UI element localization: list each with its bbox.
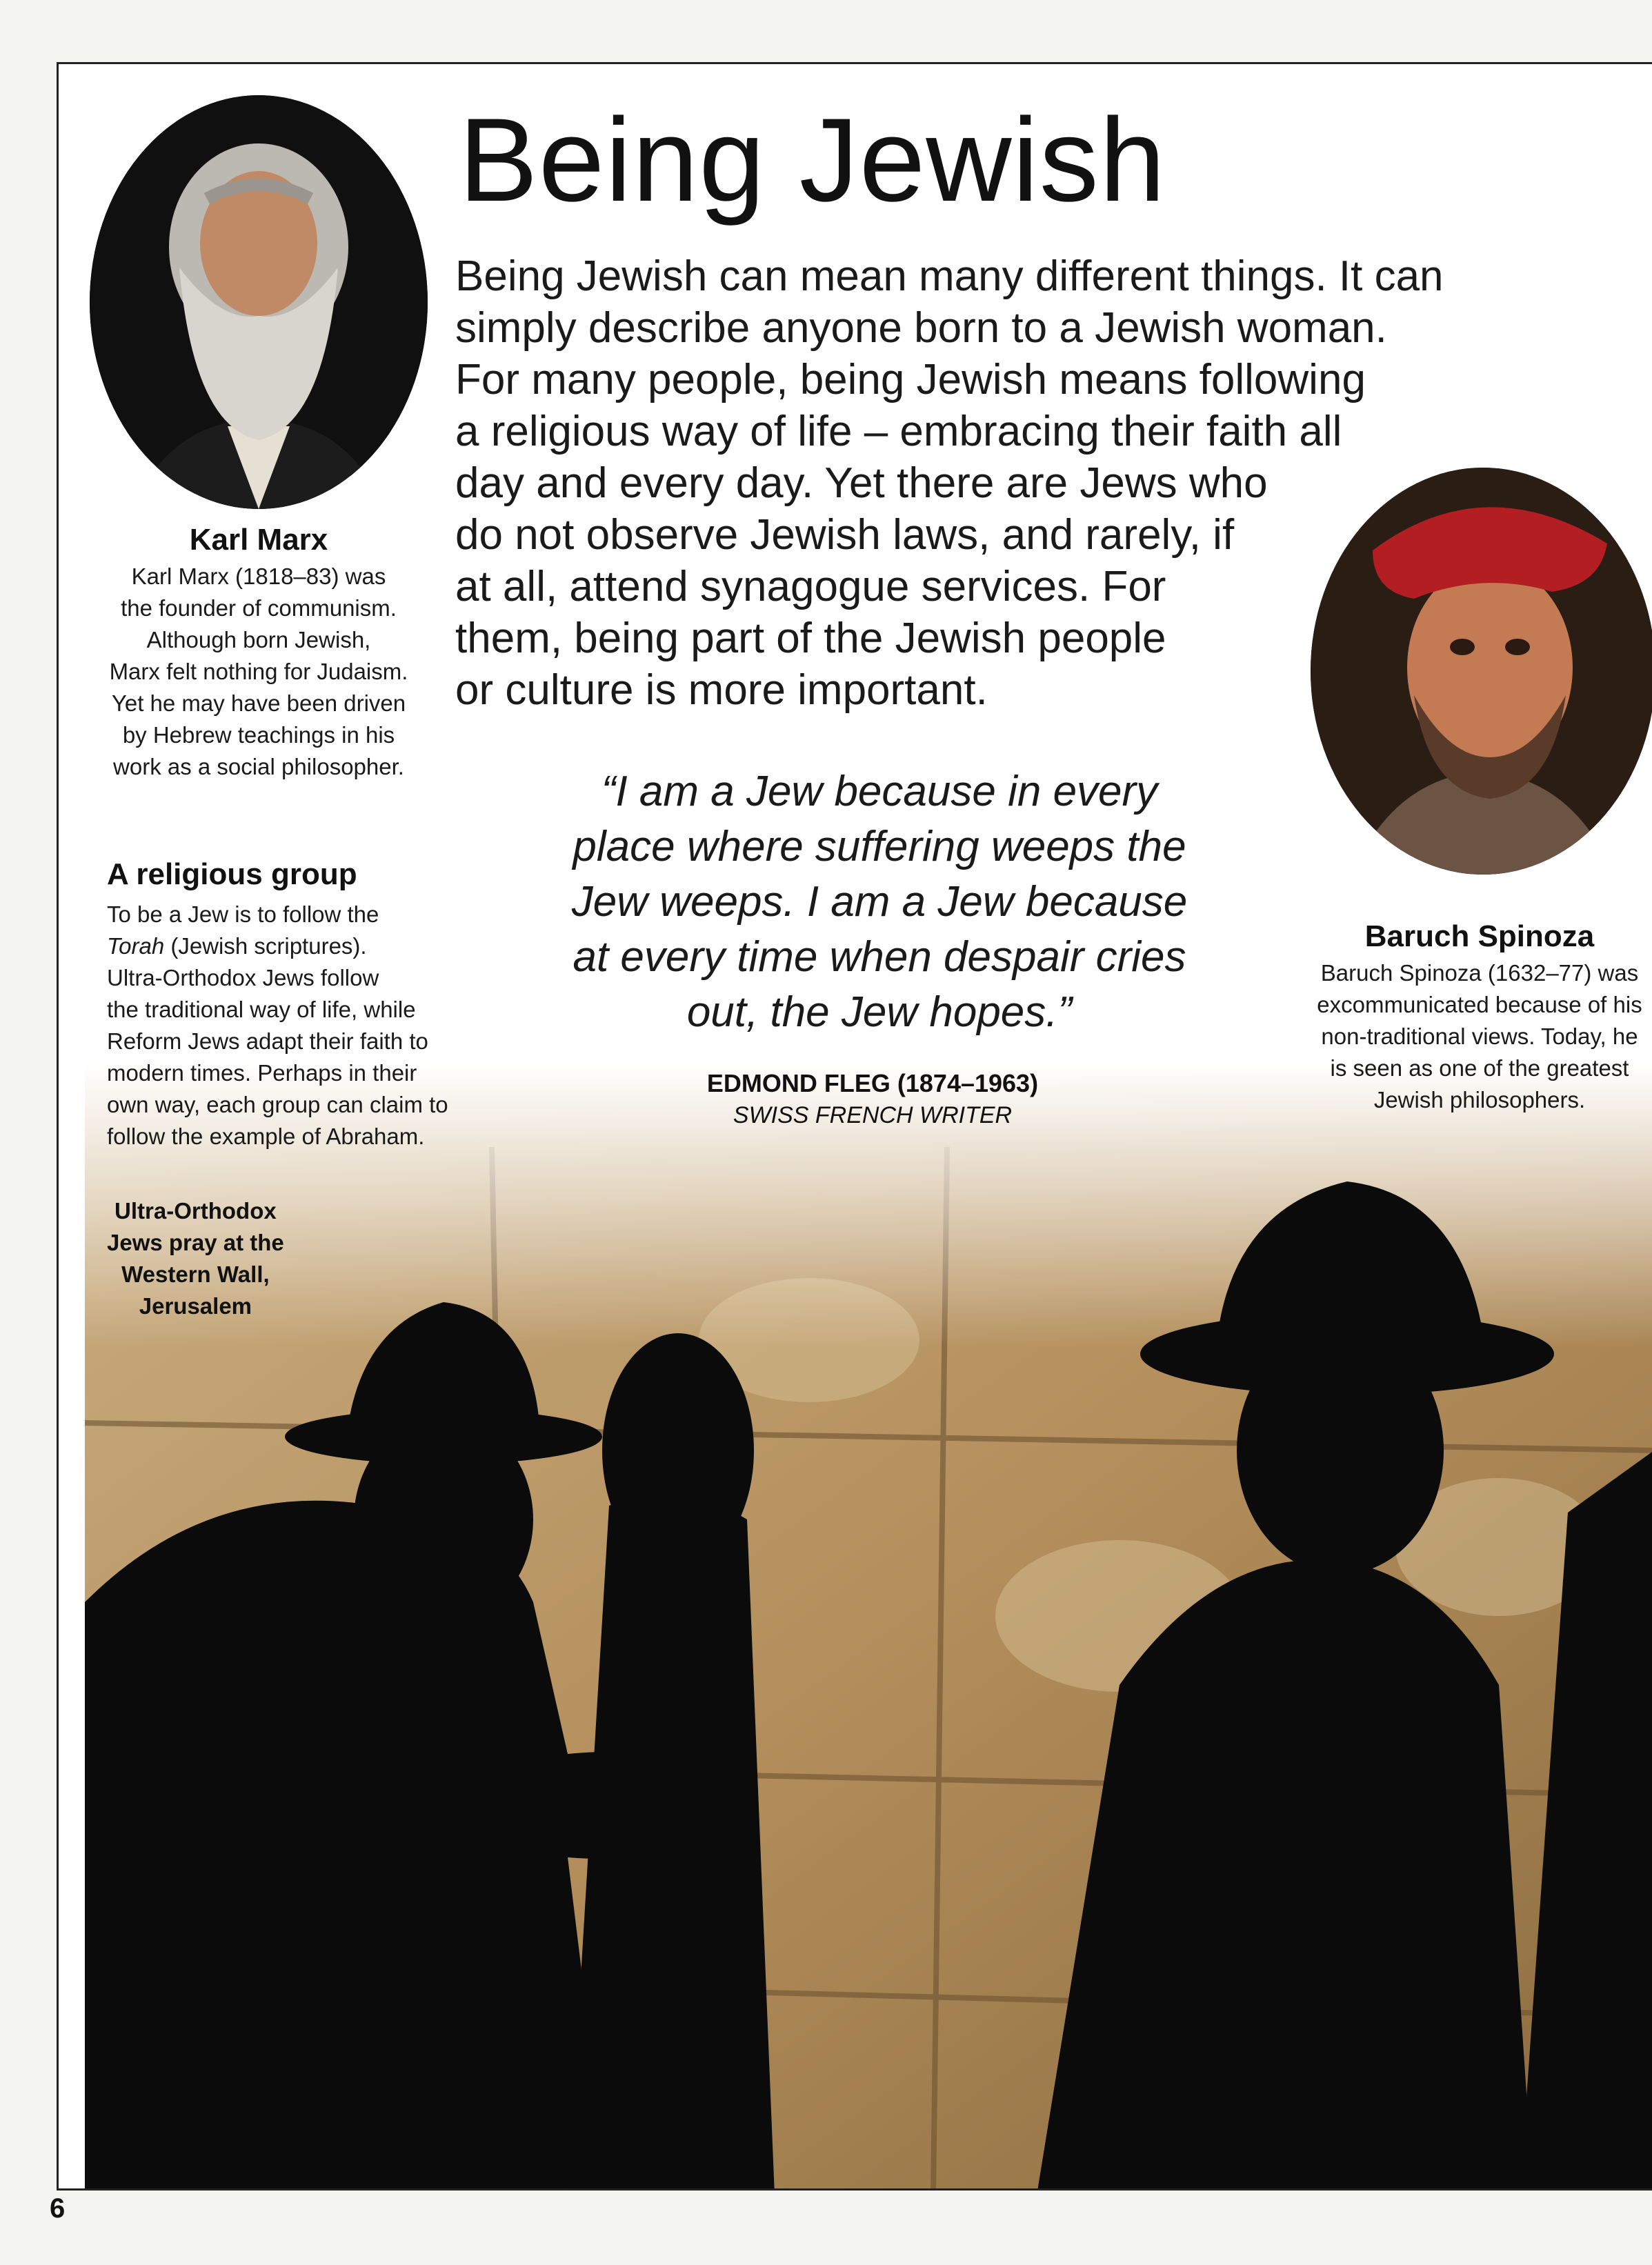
quote-author: EDMOND FLEG (1874–1963) bbox=[706, 1069, 1039, 1097]
body-line bbox=[107, 930, 448, 962]
intro-line: simply describe anyone born to a Jewish woman. bbox=[455, 304, 1387, 352]
intro-line: them, being part of the Jewish people bbox=[455, 615, 1166, 662]
karl-marx-image bbox=[90, 95, 428, 509]
caption-line: Western Wall, bbox=[121, 1261, 270, 1287]
intro-line: do not observe Jewish laws, and rarely, if bbox=[455, 511, 1235, 559]
intro-paragraph bbox=[455, 250, 1490, 716]
intro-line: day and every day. Yet there are Jews who bbox=[455, 459, 1268, 507]
torah-gloss: (Jewish scriptures). bbox=[164, 933, 367, 959]
body-line: modern times. Perhaps in their bbox=[107, 1060, 417, 1086]
caption-line: excommunicated because of his bbox=[1317, 992, 1642, 1017]
fleg-quote bbox=[535, 764, 1224, 1040]
body-line: the traditional way of life, while bbox=[107, 997, 416, 1022]
caption-line: Yet he may have been driven bbox=[111, 690, 406, 716]
caption-line: Although born Jewish, bbox=[146, 627, 371, 652]
karl-marx-portrait bbox=[90, 95, 428, 509]
baruch-spinoza-heading: Baruch Spinoza bbox=[1364, 919, 1595, 953]
page-number: 6 bbox=[50, 2193, 66, 2224]
caption-line: by Hebrew teachings in his bbox=[122, 722, 395, 748]
caption-line: Marx felt nothing for Judaism. bbox=[109, 659, 408, 684]
religious-group-heading: A religious group bbox=[107, 857, 357, 891]
caption-line: Baruch Spinoza (1632–77) was bbox=[1320, 960, 1639, 986]
western-wall-photo bbox=[85, 1064, 1652, 2191]
karl-marx-caption bbox=[72, 561, 445, 783]
body-line: To be a Jew is to follow the bbox=[107, 901, 379, 927]
quote-line: at every time when despair cries bbox=[573, 933, 1186, 981]
quote-author-role: SWISS FRENCH WRITER bbox=[733, 1102, 1013, 1128]
wall-photo-caption bbox=[107, 1195, 284, 1322]
religious-group-text bbox=[107, 899, 448, 1153]
baruch-spinoza-caption bbox=[1283, 957, 1652, 1116]
quote-line: place where suffering weeps the bbox=[573, 823, 1186, 870]
page-frame bbox=[57, 62, 1652, 2191]
quote-line: “I am a Jew because in every bbox=[601, 768, 1158, 815]
torah-term: Torah bbox=[107, 933, 165, 959]
caption-line: Jews pray at the bbox=[107, 1230, 284, 1255]
intro-line: or culture is more important. bbox=[455, 666, 988, 714]
body-line: Reform Jews adapt their faith to bbox=[107, 1028, 428, 1054]
body-line: own way, each group can claim to bbox=[107, 1092, 448, 1117]
caption-line: Ultra-Orthodox bbox=[115, 1198, 277, 1224]
quote-line: Jew weeps. I am a Jew because bbox=[571, 878, 1188, 926]
quote-line: out, the Jew hopes.” bbox=[686, 988, 1073, 1036]
caption-line: Jewish philosophers. bbox=[1373, 1087, 1586, 1112]
caption-line: work as a social philosopher. bbox=[113, 754, 404, 779]
caption-line: non-traditional views. Today, he bbox=[1321, 1024, 1638, 1049]
intro-line: a religious way of life – embracing their faith all bbox=[455, 408, 1342, 455]
page-title: Being Jewish bbox=[459, 94, 1166, 226]
wall-photo-image bbox=[85, 1064, 1652, 2191]
body-line: follow the example of Abraham. bbox=[107, 1124, 425, 1149]
caption-line: is seen as one of the greatest bbox=[1330, 1055, 1629, 1081]
intro-line: For many people, being Jewish means following bbox=[455, 356, 1366, 403]
caption-line: Karl Marx (1818–83) was bbox=[131, 563, 386, 589]
karl-marx-heading: Karl Marx bbox=[189, 523, 328, 557]
intro-line: at all, attend synagogue services. For bbox=[455, 563, 1166, 610]
body-line: Ultra-Orthodox Jews follow bbox=[107, 965, 379, 990]
caption-line: Jerusalem bbox=[139, 1293, 252, 1319]
caption-line: the founder of communism. bbox=[121, 595, 397, 621]
intro-line: Being Jewish can mean many different things. It can bbox=[455, 252, 1444, 300]
